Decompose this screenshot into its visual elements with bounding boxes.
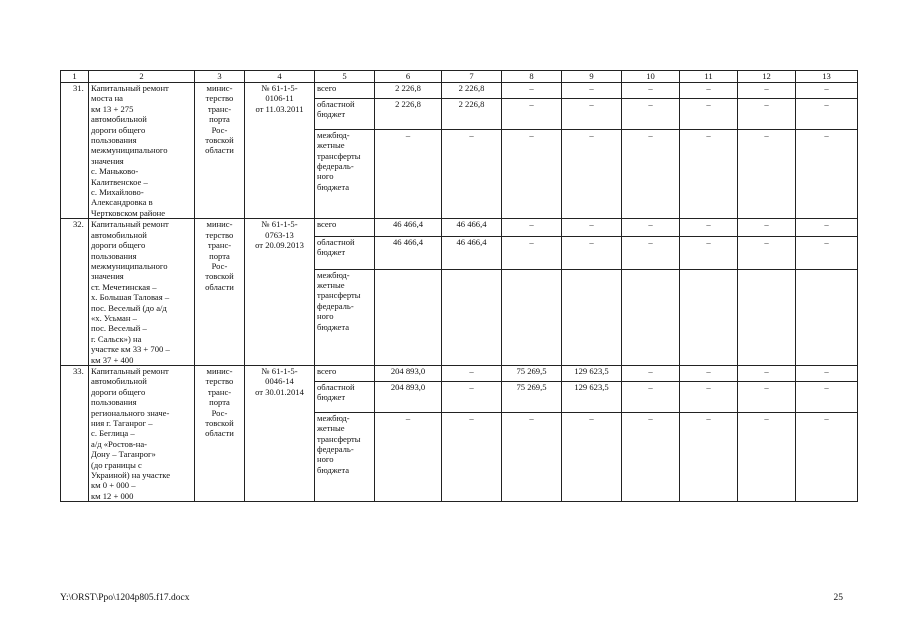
column-header: 10 [622, 71, 680, 83]
column-header: 11 [680, 71, 738, 83]
column-header: 9 [562, 71, 622, 83]
value-cell [442, 269, 502, 365]
value-cell: – [738, 382, 796, 413]
value-cell: – [622, 219, 680, 236]
value-cell: 204 893,0 [375, 382, 442, 413]
value-cell: 129 623,5 [562, 382, 622, 413]
file-path: Y:\ORST\Ppo\1204p805.f17.docx [60, 593, 190, 603]
value-cell: – [738, 236, 796, 269]
value-cell: – [375, 412, 442, 501]
funding-source: областной бюджет [315, 99, 375, 130]
value-cell: – [738, 365, 796, 381]
object-name: Капитальный ремонт автомобильной дороги общего пользования регионального значе- ния г. Таганрог – с. Беглица – а/д «Ростов-на- Дону – Таганрог» (до границы с Украиной) на участке км 0 + 000 – км 12 + 000 [89, 365, 195, 501]
value-cell: – [796, 219, 858, 236]
value-cell: – [680, 219, 738, 236]
value-cell: 204 893,0 [375, 365, 442, 381]
value-cell: 2 226,8 [442, 83, 502, 99]
value-cell: – [622, 129, 680, 218]
value-cell: – [375, 129, 442, 218]
responsible-body: минис- терство транс- порта Рос- товской области [195, 219, 245, 366]
value-cell: 75 269,5 [502, 382, 562, 413]
row-number: 33. [61, 365, 89, 501]
value-cell: 129 623,5 [562, 365, 622, 381]
value-cell: 46 466,4 [375, 219, 442, 236]
value-cell: – [680, 365, 738, 381]
value-cell: – [562, 83, 622, 99]
responsible-body: минис- терство транс- порта Рос- товской области [195, 365, 245, 501]
column-header: 2 [89, 71, 195, 83]
value-cell: – [796, 382, 858, 413]
value-cell: – [680, 236, 738, 269]
budget-table [60, 70, 858, 502]
document-number: № 61-1-5- 0106-11 от 11.03.2011 [245, 83, 315, 219]
value-cell: – [680, 83, 738, 99]
value-cell: – [680, 412, 738, 501]
value-cell: – [738, 99, 796, 130]
column-header: 8 [502, 71, 562, 83]
funding-source: всего [315, 365, 375, 381]
funding-source: всего [315, 219, 375, 236]
value-cell: – [562, 219, 622, 236]
table-header [61, 71, 858, 83]
value-cell: – [622, 412, 680, 501]
value-cell: – [796, 412, 858, 501]
column-header: 7 [442, 71, 502, 83]
value-cell [622, 269, 680, 365]
object-name: Капитальный ремонт моста на км 13 + 275 автомобильной дороги общего пользования межмуниципального значения с. Маньково- Калитвенское – с. Михайлово- Александровка в Чертковском районе [89, 83, 195, 219]
value-cell: – [796, 83, 858, 99]
value-cell: – [442, 382, 502, 413]
value-cell: – [562, 236, 622, 269]
value-cell: – [442, 365, 502, 381]
responsible-body: минис- терство транс- порта Рос- товской области [195, 83, 245, 219]
value-cell: – [622, 99, 680, 130]
column-header: 1 [61, 71, 89, 83]
value-cell: – [680, 99, 738, 130]
value-cell: 2 226,8 [375, 99, 442, 130]
column-header: 12 [738, 71, 796, 83]
value-cell: – [680, 129, 738, 218]
row-number: 32. [61, 219, 89, 366]
column-header: 13 [796, 71, 858, 83]
value-cell: – [502, 99, 562, 130]
value-cell: 75 269,5 [502, 365, 562, 381]
funding-source: областной бюджет [315, 236, 375, 269]
value-cell: – [502, 219, 562, 236]
value-cell: – [562, 412, 622, 501]
value-cell: – [622, 236, 680, 269]
value-cell: – [738, 129, 796, 218]
value-cell: – [796, 99, 858, 130]
funding-source: межбюд- жетные трансферты федераль- ного бюджета [315, 129, 375, 218]
value-cell: 46 466,4 [375, 236, 442, 269]
value-cell: 2 226,8 [375, 83, 442, 99]
funding-source: межбюд- жетные трансферты федераль- ного бюджета [315, 269, 375, 365]
page-number: 25 [833, 593, 843, 603]
column-header: 6 [375, 71, 442, 83]
funding-source: межбюд- жетные трансферты федераль- ного бюджета [315, 412, 375, 501]
value-cell: – [680, 382, 738, 413]
object-name: Капитальный ремонт автомобильной дороги общего пользования межмуниципального значения ст. Мечетинская – х. Большая Таловая – пос. Веселый (до а/д «х. Усьман – пос. Веселый – г. Сальск») на участке км 33 + 700 – км 37 + 400 [89, 219, 195, 366]
value-cell: – [442, 412, 502, 501]
column-header: 5 [315, 71, 375, 83]
value-cell: 2 226,8 [442, 99, 502, 130]
value-cell: – [738, 219, 796, 236]
value-cell: – [622, 83, 680, 99]
value-cell [796, 269, 858, 365]
value-cell: – [622, 382, 680, 413]
value-cell: – [562, 99, 622, 130]
funding-source: всего [315, 83, 375, 99]
value-cell: 46 466,4 [442, 236, 502, 269]
table-row [61, 365, 858, 381]
value-cell: – [622, 365, 680, 381]
value-cell [375, 269, 442, 365]
value-cell: – [796, 129, 858, 218]
value-cell: – [502, 83, 562, 99]
value-cell: – [796, 365, 858, 381]
value-cell: – [738, 83, 796, 99]
value-cell [562, 269, 622, 365]
funding-source: областной бюджет [315, 382, 375, 413]
column-header: 4 [245, 71, 315, 83]
table-row [61, 219, 858, 236]
row-number: 31. [61, 83, 89, 219]
document-number: № 61-1-5- 0763-13 от 20.09.2013 [245, 219, 315, 366]
table-body [61, 83, 858, 502]
value-cell: 46 466,4 [442, 219, 502, 236]
column-header: 3 [195, 71, 245, 83]
value-cell: – [738, 412, 796, 501]
value-cell [738, 269, 796, 365]
table-row [61, 83, 858, 99]
document-number: № 61-1-5- 0046-14 от 30.01.2014 [245, 365, 315, 501]
value-cell: – [502, 236, 562, 269]
value-cell: – [796, 236, 858, 269]
value-cell: – [562, 129, 622, 218]
value-cell [680, 269, 738, 365]
value-cell: – [502, 129, 562, 218]
value-cell: – [502, 412, 562, 501]
value-cell: – [442, 129, 502, 218]
value-cell [502, 269, 562, 365]
